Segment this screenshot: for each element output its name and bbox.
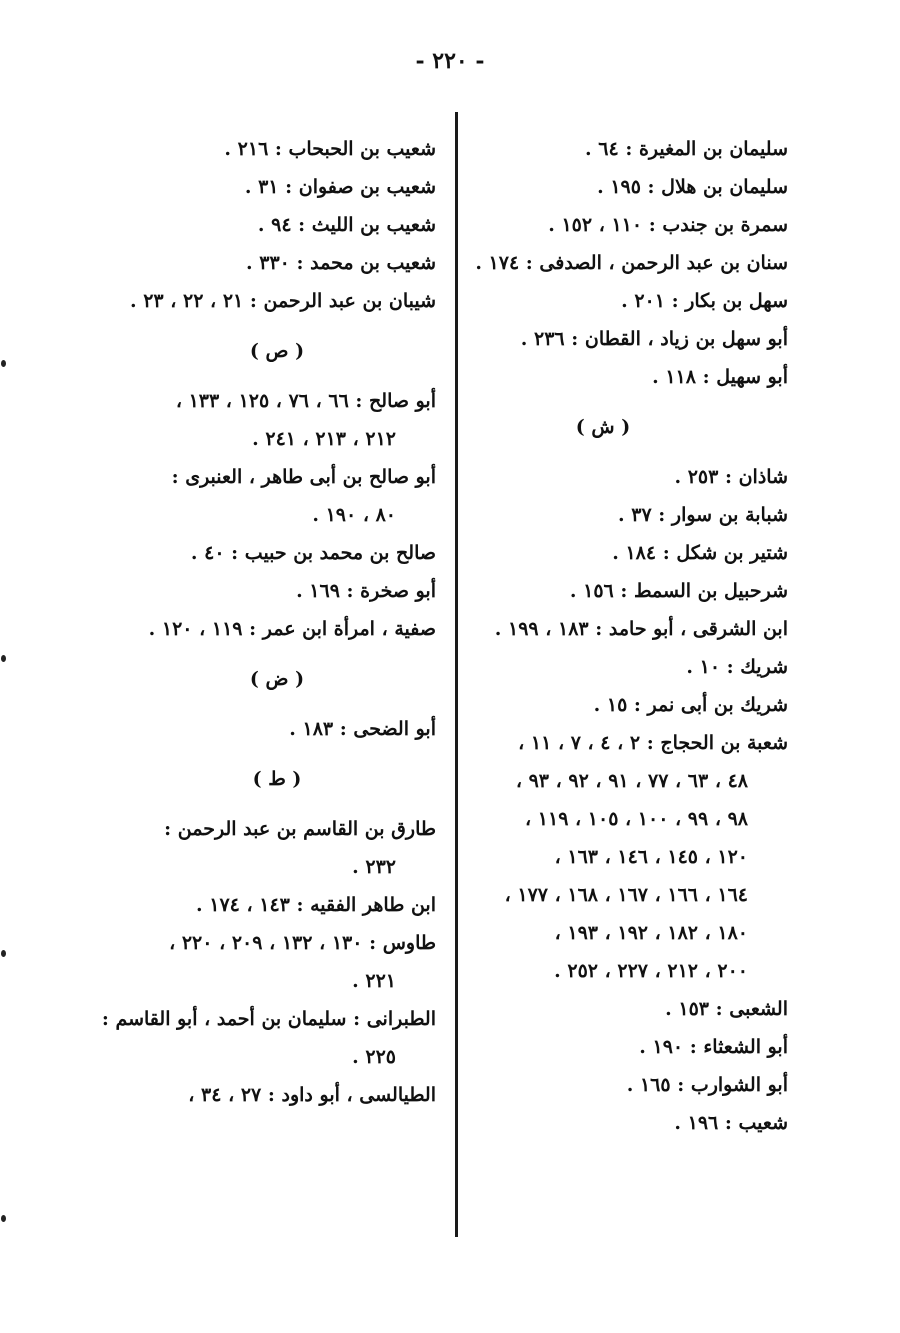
index-entry-continuation: ٢٢١ . [352, 970, 396, 992]
index-entry: شتير بن شكل : ١٨٤ . [612, 542, 788, 564]
index-entry: شاذان : ٢٥٣ . [674, 466, 788, 488]
index-entry: شعبة بن الحجاج : ٢ ، ٤ ، ٧ ، ١١ ، [518, 732, 788, 754]
left-column [101, 130, 436, 1114]
index-entry: طارق بن القاسم بن عبد الرحمن : [164, 818, 436, 840]
index-entry: الطيالسى ، أبو داود : ٢٧ ، ٣٤ ، [188, 1084, 436, 1106]
index-entry: شعيب بن الحبحاب : ٢١٦ . [224, 138, 436, 160]
index-entry-continuation: ١٢٠ ، ١٤٥ ، ١٤٦ ، ١٦٣ ، [554, 846, 748, 868]
index-entry-continuation: ١٨٠ ، ١٨٢ ، ١٩٢ ، ١٩٣ ، [554, 922, 748, 944]
index-entry: أبو الضحى : ١٨٣ . [289, 718, 436, 740]
section-heading: ( ش ) [575, 416, 631, 438]
page-speck [1, 950, 6, 957]
index-entry: شيبان بن عبد الرحمن : ٢١ ، ٢٢ ، ٢٣ . [129, 290, 436, 312]
column-divider [455, 112, 458, 1237]
index-entry: الشعبى : ١٥٣ . [665, 998, 788, 1020]
index-entry: طاوس : ١٣٠ ، ١٣٢ ، ٢٠٩ ، ٢٢٠ ، [169, 932, 436, 954]
page-speck [1, 655, 6, 662]
index-entry: أبو الشوارب : ١٦٥ . [626, 1074, 788, 1096]
index-entry: شعيب بن محمد : ٣٣٠ . [246, 252, 436, 274]
index-entry: ابن طاهر الفقيه : ١٤٣ ، ١٧٤ . [196, 894, 436, 916]
index-entry: شرحبيل بن السمط : ١٥٦ . [569, 580, 788, 602]
index-entry: سهل بن بكار : ٢٠١ . [621, 290, 788, 312]
index-entry: أبو الشعثاء : ١٩٠ . [639, 1036, 788, 1058]
index-entry-continuation: ٢٣٢ . [352, 856, 396, 878]
index-entry-continuation: ٢٠٠ ، ٢١٢ ، ٢٢٧ ، ٢٥٢ . [554, 960, 748, 982]
index-entry: سمرة بن جندب : ١١٠ ، ١٥٢ . [548, 214, 788, 236]
index-entry: سنان بن عبد الرحمن ، الصدفى : ١٧٤ . [475, 252, 788, 274]
index-entry: صفية ، امرأة ابن عمر : ١١٩ ، ١٢٠ . [148, 618, 436, 640]
index-entry: الطبرانى : سليمان بن أحمد ، أبو القاسم : [101, 1008, 436, 1030]
page-speck [1, 1215, 6, 1222]
page-number: - ٢٢٠ - [415, 48, 485, 74]
index-entry: سليمان بن هلال : ١٩٥ . [597, 176, 788, 198]
index-entry: أبو صالح بن أبى طاهر ، العنبرى : [171, 466, 436, 488]
index-entry: شعيب بن الليث : ٩٤ . [257, 214, 436, 236]
index-entry: أبو صخرة : ١٦٩ . [296, 580, 436, 602]
index-entry-continuation: ٨٠ ، ١٩٠ . [312, 504, 396, 526]
index-entry: أبو سهيل : ١١٨ . [652, 366, 788, 388]
index-entry: أبو سهل بن زياد ، القطان : ٢٣٦ . [520, 328, 788, 350]
index-entry-continuation: ٩٨ ، ٩٩ ، ١٠٠ ، ١٠٥ ، ١١٩ ، [525, 808, 748, 830]
section-heading: ( ص ) [249, 340, 305, 362]
index-entry-continuation: ١٦٤ ، ١٦٦ ، ١٦٧ ، ١٦٨ ، ١٧٧ ، [504, 884, 748, 906]
index-entry-continuation: ٤٨ ، ٦٣ ، ٧٧ ، ٩١ ، ٩٢ ، ٩٣ ، [515, 770, 748, 792]
index-entry: شريك بن أبى نمر : ١٥ . [593, 694, 788, 716]
index-entry: شعيب بن صفوان : ٣١ . [244, 176, 436, 198]
index-entry: ابن الشرقى ، أبو حامد : ١٨٣ ، ١٩٩ . [494, 618, 788, 640]
index-entry-continuation: ٢١٢ ، ٢١٣ ، ٢٤١ . [252, 428, 396, 450]
index-entry: شريك : ١٠ . [686, 656, 788, 678]
index-entry: شبابة بن سوار : ٣٧ . [618, 504, 788, 526]
right-column [475, 130, 788, 1142]
section-heading: ( ض ) [249, 668, 305, 690]
page-speck [1, 360, 6, 367]
index-entry: أبو صالح : ٦٦ ، ٧٦ ، ١٢٥ ، ١٣٣ ، [175, 390, 436, 412]
section-heading: ( ط ) [252, 768, 302, 790]
index-entry-continuation: ٢٢٥ . [352, 1046, 396, 1068]
index-entry: صالح بن محمد بن حبيب : ٤٠ . [190, 542, 436, 564]
index-entry: شعيب : ١٩٦ . [674, 1112, 788, 1134]
index-entry: سليمان بن المغيرة : ٦٤ . [585, 138, 788, 160]
